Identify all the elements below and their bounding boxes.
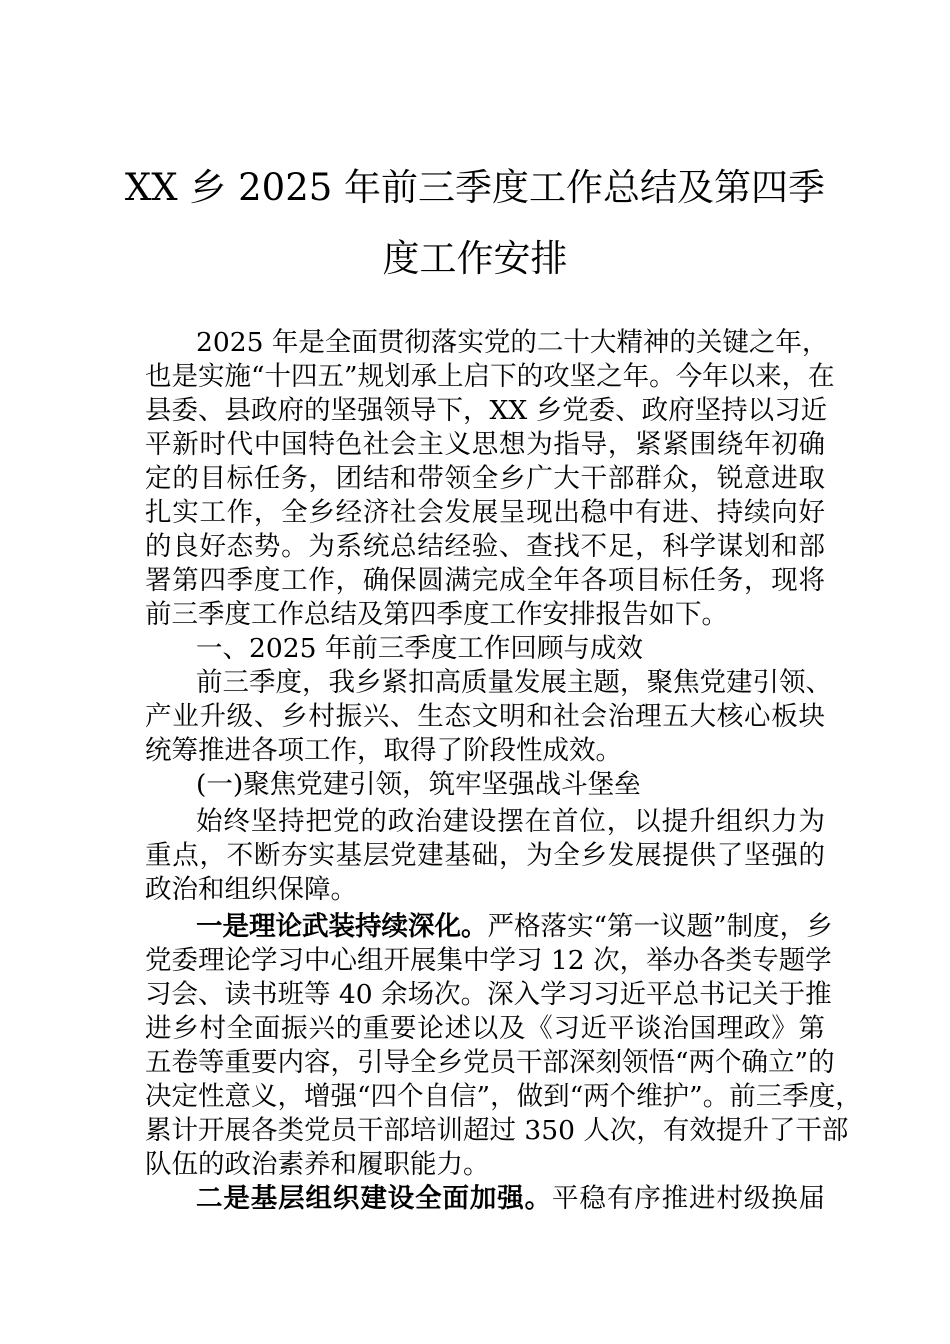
point-1-line: 五卷等重要内容，引导全乡党员干部深刻领悟“两个确立”的 xyxy=(145,1047,835,1078)
point-1-text: 严格落实“第一议题”制度，乡 xyxy=(487,911,833,942)
point-1-line: 累计开展各类党员干部培训超过 350 人次，有效提升了干部 xyxy=(145,1115,849,1146)
point-2-first-line xyxy=(196,1183,825,1215)
point-1-lead: 一是理论武装持续深化。 xyxy=(196,911,488,942)
intro-line: 前三季度工作总结及第四季度工作安排报告如下。 xyxy=(145,599,728,630)
section-para-line: 前三季度，我乡紧扣高质量发展主题，聚焦党建引领、 xyxy=(196,667,832,698)
intro-line: 扎实工作，全乡经济社会发展呈现出稳中有进、持续向好 xyxy=(145,497,825,528)
point-1-line: 队伍的政治素养和履职能力。 xyxy=(145,1149,490,1180)
intro-line: 2025 年是全面贯彻落实党的二十大精神的关键之年， xyxy=(196,327,829,358)
section-para-line: 统筹推进各项工作，取得了阶段性成效。 xyxy=(145,735,622,766)
section-heading: 一、2025 年前三季度工作回顾与成效 xyxy=(196,633,643,664)
intro-line: 也是实施“十四五”规划承上启下的攻坚之年。今年以来，在 xyxy=(145,361,835,392)
subsection-para-line: 政治和组织保障。 xyxy=(145,874,357,905)
subsection-para-line: 重点，不断夯实基层党建基础，为全乡发展提供了坚强的 xyxy=(145,840,825,871)
section-para-line: 产业升级、乡村振兴、生态文明和社会治理五大核心板块 xyxy=(145,701,825,732)
point-1-line: 习会、读书班等 40 余场次。深入学习习近平总书记关于推 xyxy=(145,979,832,1010)
intro-line: 的良好态势。为系统总结经验、查找不足，科学谋划和部 xyxy=(145,531,825,562)
point-1-line: 党委理论学习中心组开展集中学习 12 次，举办各类专题学 xyxy=(145,945,832,976)
document-title-line-1: XX 乡 2025 年前三季度工作总结及第四季 xyxy=(124,166,826,209)
intro-line: 署第四季度工作，确保圆满完成全年各项目标任务，现将 xyxy=(145,565,825,596)
intro-line: 定的目标任务，团结和带领全乡广大干部群众，锐意进取 xyxy=(145,463,825,494)
point-2-lead: 二是基层组织建设全面加强。 xyxy=(196,1183,553,1214)
point-2-text: 平稳有序推进村级换届 xyxy=(552,1183,826,1214)
subsection-para-line: 始终坚持把党的政治建设摆在首位，以提升组织力为 xyxy=(196,806,825,837)
point-1-first-line xyxy=(196,911,833,943)
intro-line: 县委、县政府的坚强领导下，XX 乡党委、政府坚持以习近 xyxy=(145,395,828,426)
point-1-line: 进乡村全面振兴的重要论述以及《习近平谈治国理政》第 xyxy=(145,1013,825,1044)
subsection-heading: (一)聚焦党建引领，筑牢坚强战斗堡垒 xyxy=(196,769,641,800)
document-title-line-2: 度工作安排 xyxy=(382,237,568,280)
point-1-line: 决定性意义，增强“四个自信”，做到“两个维护”。前三季度， xyxy=(145,1081,862,1112)
intro-line: 平新时代中国特色社会主义思想为指导，紧紧围绕年初确 xyxy=(145,429,825,460)
